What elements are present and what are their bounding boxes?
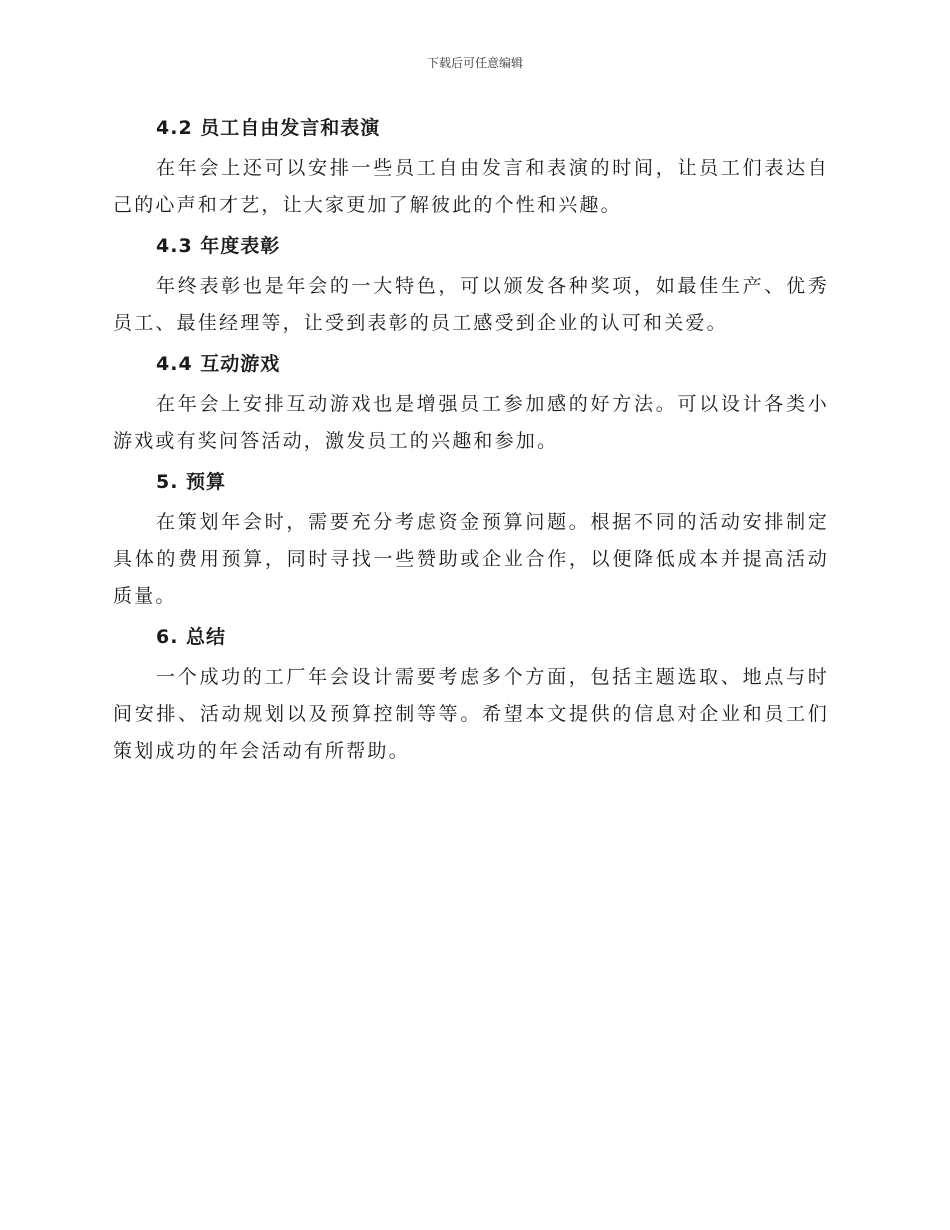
section-paragraph: 在年会上安排互动游戏也是增强员工参加感的好方法。可以设计各类小游戏或有奖问答活动，激发员工的兴趣和参加。 (113, 393, 829, 452)
section-paragraph: 年终表彰也是年会的一大特色，可以颁发各种奖项，如最佳生产、优秀员工、最佳经理等，让受到表彰的员工感受到企业的认可和关爱。 (113, 275, 829, 334)
section-heading: 4.2 员工自由发言和表演 (156, 117, 381, 139)
section-5 (113, 464, 829, 615)
page-header-note: 下载后可任意编辑 (426, 56, 523, 70)
document-body (113, 110, 829, 774)
section-heading: 5. 预算 (156, 471, 227, 493)
section-4-4 (113, 346, 829, 460)
section-paragraph: 在年会上还可以安排一些员工自由发言和表演的时间，让员工们表达自己的心声和才艺，让大家更加了解彼此的个性和兴趣。 (113, 157, 829, 216)
section-heading: 4.4 互动游戏 (156, 353, 281, 375)
section-6 (113, 619, 829, 770)
section-heading: 6. 总结 (156, 626, 227, 648)
section-paragraph: 一个成功的工厂年会设计需要考虑多个方面，包括主题选取、地点与时间安排、活动规划以及预算控制等等。希望本文提供的信息对企业和员工们策划成功的年会活动有所帮助。 (113, 666, 829, 762)
section-4-3 (113, 228, 829, 342)
section-paragraph: 在策划年会时，需要充分考虑资金预算问题。根据不同的活动安排制定具体的费用预算，同时寻找一些赞助或企业合作，以便降低成本并提高活动质量。 (113, 511, 829, 607)
section-heading: 4.3 年度表彰 (156, 235, 281, 257)
section-4-2 (113, 110, 829, 224)
